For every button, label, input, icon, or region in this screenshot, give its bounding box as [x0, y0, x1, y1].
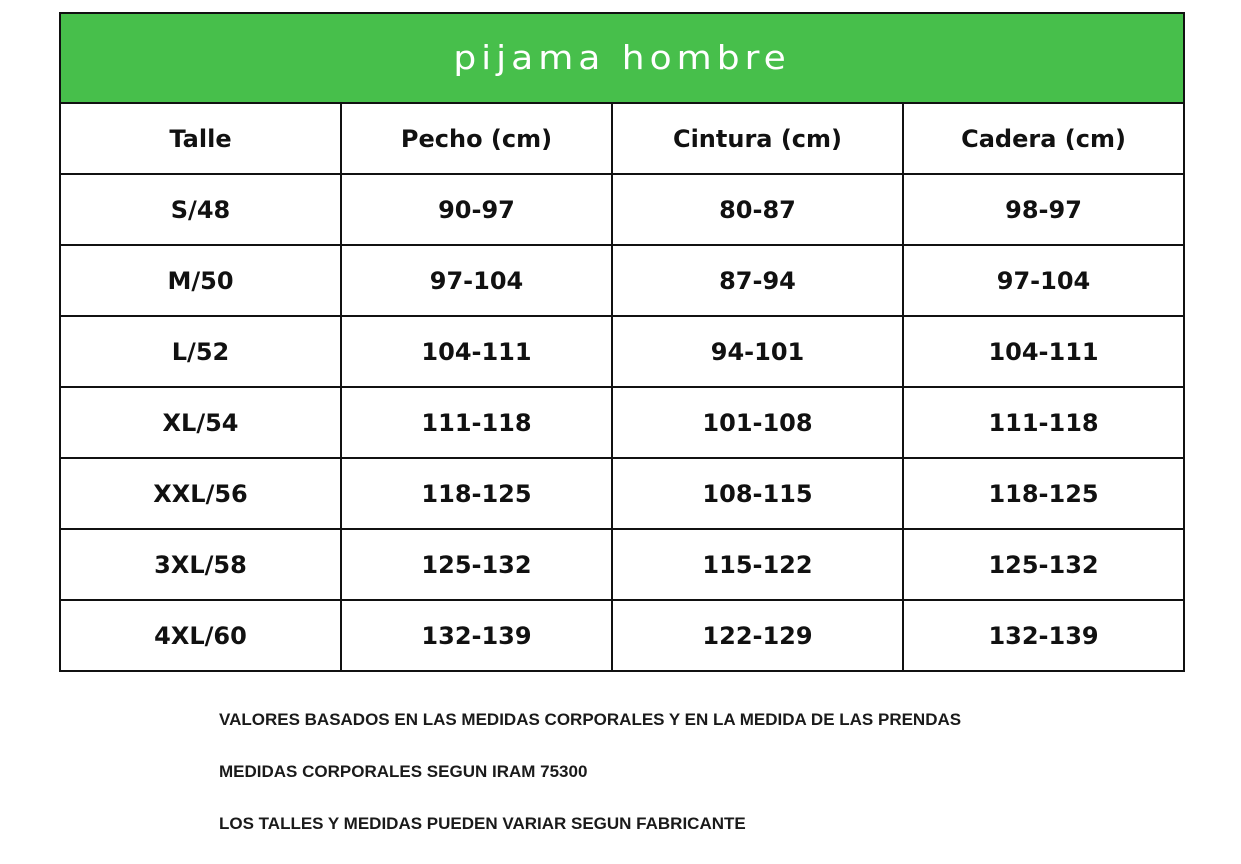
cell-pecho: 97-104	[341, 245, 612, 316]
table-row	[60, 600, 1184, 671]
note-manufacturer-variation: LOS TALLES Y MEDIDAS PUEDEN VARIAR SEGUN FABRICANTE	[219, 814, 746, 833]
note-iram-standard: MEDIDAS CORPORALES SEGUN IRAM 75300	[219, 762, 588, 781]
size-chart-table	[59, 12, 1185, 672]
cell-pecho: 125-132	[341, 529, 612, 600]
cell-cintura: 122-129	[612, 600, 903, 671]
cell-pecho: 111-118	[341, 387, 612, 458]
cell-cintura: 108-115	[612, 458, 903, 529]
cell-talle: 4XL/60	[60, 600, 341, 671]
cell-cadera: 132-139	[903, 600, 1184, 671]
cell-talle: XL/54	[60, 387, 341, 458]
header-cintura: Cintura (cm)	[612, 103, 903, 174]
header-row	[60, 103, 1184, 174]
cell-cadera: 111-118	[903, 387, 1184, 458]
cell-pecho: 118-125	[341, 458, 612, 529]
cell-cintura: 80-87	[612, 174, 903, 245]
cell-pecho: 104-111	[341, 316, 612, 387]
cell-pecho: 132-139	[341, 600, 612, 671]
table-title: pijama hombre	[453, 39, 791, 77]
cell-talle: M/50	[60, 245, 341, 316]
header-cadera: Cadera (cm)	[903, 103, 1184, 174]
cell-talle: 3XL/58	[60, 529, 341, 600]
table-row	[60, 174, 1184, 245]
table-row	[60, 458, 1184, 529]
header-talle: Talle	[60, 103, 341, 174]
cell-cintura: 101-108	[612, 387, 903, 458]
title-cell	[60, 13, 1184, 103]
footnotes	[219, 708, 961, 864]
cell-talle: S/48	[60, 174, 341, 245]
note-measurement-basis: VALORES BASADOS EN LAS MEDIDAS CORPORALES Y EN LA MEDIDA DE LAS PRENDAS	[219, 710, 962, 729]
table-row	[60, 316, 1184, 387]
cell-cintura: 115-122	[612, 529, 903, 600]
cell-cintura: 94-101	[612, 316, 903, 387]
cell-talle: XXL/56	[60, 458, 341, 529]
table-row	[60, 245, 1184, 316]
cell-cadera: 104-111	[903, 316, 1184, 387]
cell-cadera: 125-132	[903, 529, 1184, 600]
table-row	[60, 387, 1184, 458]
cell-cadera: 118-125	[903, 458, 1184, 529]
cell-cadera: 98-97	[903, 174, 1184, 245]
title-row	[60, 13, 1184, 103]
cell-cintura: 87-94	[612, 245, 903, 316]
cell-talle: L/52	[60, 316, 341, 387]
cell-cadera: 97-104	[903, 245, 1184, 316]
header-pecho: Pecho (cm)	[341, 103, 612, 174]
table-row	[60, 529, 1184, 600]
cell-pecho: 90-97	[341, 174, 612, 245]
